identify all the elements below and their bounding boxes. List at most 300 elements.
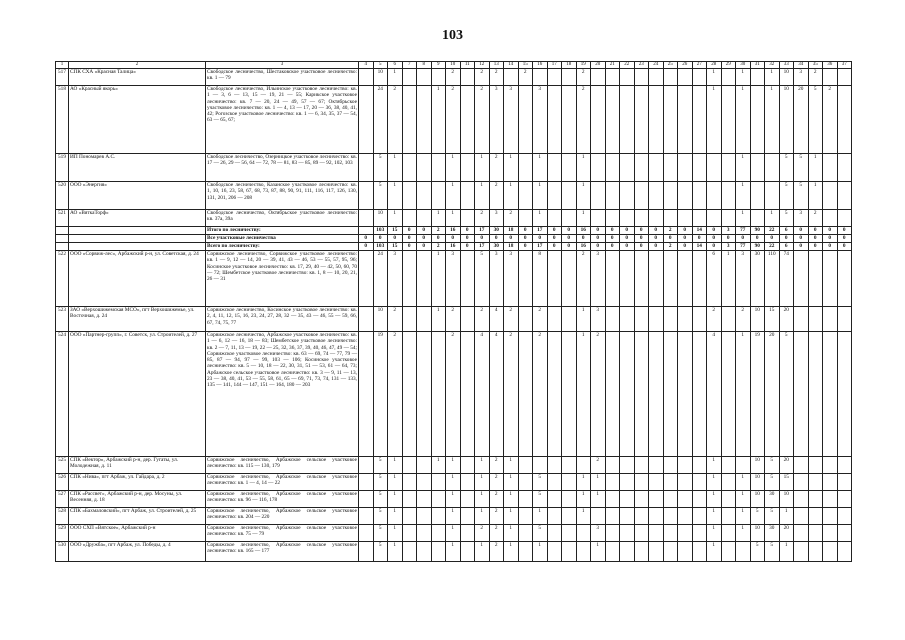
value-cell xyxy=(576,457,591,474)
value-cell xyxy=(721,542,736,562)
value-cell: 10 xyxy=(779,69,794,86)
value-cell: 2 xyxy=(504,307,519,332)
value-cell xyxy=(417,86,432,154)
value-cell: 0 xyxy=(402,243,417,251)
value-cell xyxy=(707,210,722,227)
value-cell: 3 xyxy=(721,243,736,251)
value-cell: 2 xyxy=(489,542,504,562)
value-cell xyxy=(359,508,374,525)
value-cell: 3 xyxy=(591,525,606,542)
value-cell: 5 xyxy=(373,182,388,210)
value-cell: 3 xyxy=(504,251,519,307)
value-cell xyxy=(823,457,838,474)
value-cell xyxy=(431,508,446,525)
forestry-description: Сорвижское лесничество, Сорвижское участковое лесничество: кв. 1 — 9, 12 — 14, 20 — 39, 41, 43 — 46, 53 — 55, 57, 95, 96; Косинское участковое лесничество: кв. 17, 29, 40 — 42, 50, 60, 70 — 72; Шембетское участковое лесничество: кв. 1, 8 — 10, 20, 21, 26 — 31 xyxy=(206,251,359,307)
value-cell: 77 xyxy=(736,243,751,251)
value-cell: 2 xyxy=(489,457,504,474)
value-cell: 1 xyxy=(591,491,606,508)
table-row xyxy=(56,474,852,491)
value-cell: 0 xyxy=(707,227,722,235)
value-cell xyxy=(823,307,838,332)
value-cell xyxy=(547,69,562,86)
value-cell xyxy=(823,542,838,562)
value-cell: 5 xyxy=(765,542,780,562)
value-cell xyxy=(562,154,577,182)
value-cell xyxy=(736,542,751,562)
value-cell: 2 xyxy=(489,69,504,86)
value-cell xyxy=(402,182,417,210)
value-cell: 0 xyxy=(634,235,649,243)
value-cell: 1 xyxy=(576,210,591,227)
value-cell: 0 xyxy=(808,243,823,251)
value-cell xyxy=(837,307,852,332)
value-cell xyxy=(547,508,562,525)
value-cell: 5 xyxy=(533,525,548,542)
value-cell xyxy=(547,474,562,491)
column-number: 30 xyxy=(736,62,751,69)
value-cell xyxy=(605,525,620,542)
value-cell: 20 xyxy=(779,457,794,474)
value-cell: 0 xyxy=(504,235,519,243)
value-cell: 2 xyxy=(533,307,548,332)
value-cell xyxy=(678,210,693,227)
value-cell xyxy=(417,457,432,474)
value-cell: 0 xyxy=(460,227,475,235)
value-cell: 2 xyxy=(808,210,823,227)
total-label: Итого по лесничеству: xyxy=(206,227,359,235)
organization-name: ООО «Дружба», пгт Арбаж, ул. Победы, д. 4 xyxy=(69,542,206,562)
column-number: 13 xyxy=(489,62,504,69)
table-row xyxy=(56,508,852,525)
value-cell xyxy=(504,69,519,86)
value-cell: 0 xyxy=(518,227,533,235)
value-cell: 5 xyxy=(373,491,388,508)
value-cell: 0 xyxy=(765,235,780,243)
value-cell xyxy=(547,457,562,474)
row-number: 525 xyxy=(56,457,69,474)
value-cell xyxy=(692,251,707,307)
value-cell xyxy=(547,491,562,508)
value-cell xyxy=(808,542,823,562)
value-cell: 0 xyxy=(721,235,736,243)
total-label: Всего по лесничеству: xyxy=(206,243,359,251)
value-cell: 1 xyxy=(736,508,751,525)
value-cell: 19 xyxy=(373,332,388,457)
organization-name: СПК СХА «Красная Талица» xyxy=(69,69,206,86)
value-cell xyxy=(431,69,446,86)
total-row xyxy=(56,227,852,235)
value-cell xyxy=(562,210,577,227)
value-cell xyxy=(402,332,417,457)
value-cell: 16 xyxy=(576,227,591,235)
value-cell xyxy=(721,182,736,210)
value-cell xyxy=(533,457,548,474)
value-cell xyxy=(808,474,823,491)
forestry-description: Сорвижское лесничество, Арбажское сельское участковое лесничество: кв. 115 — 130, 179 xyxy=(206,457,359,474)
value-cell: 3 xyxy=(489,86,504,154)
value-cell: 1 xyxy=(475,182,490,210)
column-number: 18 xyxy=(562,62,577,69)
total-row xyxy=(56,243,852,251)
table-row xyxy=(56,86,852,154)
value-cell xyxy=(663,491,678,508)
value-cell xyxy=(649,474,664,491)
value-cell xyxy=(431,525,446,542)
value-cell: 1 xyxy=(388,457,403,474)
organization-cell xyxy=(69,235,206,243)
table-row xyxy=(56,332,852,457)
value-cell xyxy=(663,69,678,86)
value-cell xyxy=(721,307,736,332)
value-cell: 0 xyxy=(678,227,693,235)
value-cell: 1 xyxy=(808,182,823,210)
value-cell xyxy=(591,86,606,154)
value-cell xyxy=(620,182,635,210)
row-number: 520 xyxy=(56,182,69,210)
value-cell xyxy=(837,474,852,491)
value-cell: 17 xyxy=(475,243,490,251)
value-cell xyxy=(431,182,446,210)
value-cell: 0 xyxy=(402,227,417,235)
value-cell: 1 xyxy=(388,508,403,525)
value-cell: 2 xyxy=(446,86,461,154)
value-cell: 10 xyxy=(373,69,388,86)
value-cell: 18 xyxy=(504,243,519,251)
value-cell: 77 xyxy=(736,227,751,235)
value-cell: 2 xyxy=(489,525,504,542)
value-cell xyxy=(576,525,591,542)
value-cell xyxy=(649,491,664,508)
row-number: 522 xyxy=(56,251,69,307)
value-cell: 0 xyxy=(417,227,432,235)
value-cell xyxy=(547,332,562,457)
table-row xyxy=(56,210,852,227)
value-cell xyxy=(562,525,577,542)
value-cell xyxy=(402,210,417,227)
value-cell xyxy=(620,474,635,491)
value-cell: 5 xyxy=(373,474,388,491)
value-cell xyxy=(417,307,432,332)
value-cell: 1 xyxy=(504,474,519,491)
value-cell xyxy=(518,542,533,562)
value-cell xyxy=(837,332,852,457)
value-cell: 17 xyxy=(475,227,490,235)
value-cell: 0 xyxy=(649,227,664,235)
value-cell: 1 xyxy=(576,332,591,457)
value-cell xyxy=(634,307,649,332)
value-cell: 2 xyxy=(446,332,461,457)
column-number: 7 xyxy=(402,62,417,69)
column-number: 35 xyxy=(808,62,823,69)
value-cell: 20 xyxy=(765,332,780,457)
value-cell: 1 xyxy=(475,474,490,491)
organization-name: ООО СХП «Вятское», Арбажский р-н xyxy=(69,525,206,542)
value-cell: 2 xyxy=(663,227,678,235)
table-row xyxy=(56,525,852,542)
value-cell: 6 xyxy=(779,243,794,251)
value-cell: 1 xyxy=(504,182,519,210)
value-cell: 1 xyxy=(504,542,519,562)
value-cell: 3 xyxy=(388,251,403,307)
value-cell: 0 xyxy=(576,235,591,243)
value-cell: 0 xyxy=(649,243,664,251)
value-cell xyxy=(402,69,417,86)
value-cell: 1 xyxy=(446,542,461,562)
value-cell xyxy=(402,251,417,307)
value-cell: 22 xyxy=(765,243,780,251)
value-cell xyxy=(678,542,693,562)
value-cell: 2 xyxy=(489,474,504,491)
value-cell: 0 xyxy=(605,227,620,235)
value-cell: 16 xyxy=(576,243,591,251)
value-cell: 0 xyxy=(562,243,577,251)
value-cell xyxy=(794,542,809,562)
value-cell xyxy=(562,491,577,508)
value-cell: 0 xyxy=(547,243,562,251)
value-cell: 5 xyxy=(765,474,780,491)
value-cell xyxy=(417,542,432,562)
value-cell xyxy=(518,457,533,474)
value-cell xyxy=(794,332,809,457)
value-cell: 4 xyxy=(707,332,722,457)
value-cell xyxy=(605,251,620,307)
value-cell: 1 xyxy=(576,307,591,332)
value-cell xyxy=(721,474,736,491)
organization-cell xyxy=(69,227,206,235)
value-cell xyxy=(359,332,374,457)
value-cell xyxy=(460,69,475,86)
value-cell xyxy=(620,508,635,525)
value-cell: 1 xyxy=(446,457,461,474)
value-cell xyxy=(794,525,809,542)
value-cell: 2 xyxy=(475,307,490,332)
value-cell xyxy=(402,474,417,491)
value-cell xyxy=(794,307,809,332)
value-cell xyxy=(605,86,620,154)
value-cell: 10 xyxy=(779,86,794,154)
table-row xyxy=(56,457,852,474)
value-cell: 5 xyxy=(808,86,823,154)
value-cell: 2 xyxy=(489,491,504,508)
value-cell xyxy=(692,508,707,525)
value-cell: 0 xyxy=(678,235,693,243)
value-cell xyxy=(707,154,722,182)
value-cell xyxy=(359,210,374,227)
value-cell xyxy=(837,69,852,86)
row-number: 523 xyxy=(56,307,69,332)
value-cell xyxy=(460,251,475,307)
value-cell: 2 xyxy=(475,525,490,542)
value-cell xyxy=(721,508,736,525)
value-cell xyxy=(359,154,374,182)
value-cell: 2 xyxy=(504,210,519,227)
value-cell xyxy=(359,542,374,562)
value-cell xyxy=(518,154,533,182)
value-cell xyxy=(823,182,838,210)
value-cell xyxy=(649,182,664,210)
value-cell xyxy=(678,86,693,154)
value-cell xyxy=(402,307,417,332)
value-cell: 10 xyxy=(750,491,765,508)
value-cell xyxy=(591,69,606,86)
column-number: 4 xyxy=(359,62,374,69)
value-cell xyxy=(359,86,374,154)
organization-name: АО «ВяткаТорф» xyxy=(69,210,206,227)
table-row xyxy=(56,542,852,562)
value-cell: 30 xyxy=(489,243,504,251)
value-cell: 90 xyxy=(750,227,765,235)
value-cell xyxy=(417,69,432,86)
value-cell xyxy=(649,69,664,86)
value-cell xyxy=(823,508,838,525)
value-cell: 2 xyxy=(736,307,751,332)
value-cell: 2 xyxy=(576,86,591,154)
value-cell: 1 xyxy=(388,474,403,491)
value-cell: 15 xyxy=(388,227,403,235)
value-cell xyxy=(547,542,562,562)
value-cell: 20 xyxy=(779,525,794,542)
value-cell: 10 xyxy=(373,210,388,227)
organization-name: СПК «Вектор», Арбажский р-н, дер. Гугаты, ул. Молодежная, д. 11 xyxy=(69,457,206,474)
value-cell: 5 xyxy=(779,154,794,182)
value-cell xyxy=(750,210,765,227)
row-number-cell xyxy=(56,235,69,243)
value-cell: 0 xyxy=(837,235,852,243)
value-cell xyxy=(823,491,838,508)
value-cell: 0 xyxy=(518,243,533,251)
value-cell: 15 xyxy=(765,307,780,332)
value-cell xyxy=(808,457,823,474)
forestry-description: Свободское лесничество, Шестаковское участковое лесничество: кв. 1 — 79 xyxy=(206,69,359,86)
value-cell xyxy=(649,251,664,307)
value-cell xyxy=(562,457,577,474)
value-cell: 1 xyxy=(591,474,606,491)
total-row xyxy=(56,235,852,243)
column-number: 21 xyxy=(605,62,620,69)
value-cell xyxy=(359,457,374,474)
value-cell xyxy=(634,154,649,182)
value-cell xyxy=(634,332,649,457)
value-cell xyxy=(823,525,838,542)
column-number: 17 xyxy=(547,62,562,69)
value-cell xyxy=(649,525,664,542)
value-cell: 1 xyxy=(707,508,722,525)
value-cell: 1 xyxy=(504,525,519,542)
value-cell xyxy=(678,182,693,210)
value-cell: 0 xyxy=(707,235,722,243)
value-cell: 1 xyxy=(576,474,591,491)
value-cell xyxy=(649,508,664,525)
value-cell xyxy=(460,491,475,508)
value-cell xyxy=(663,332,678,457)
value-cell: 1 xyxy=(707,525,722,542)
value-cell xyxy=(402,542,417,562)
value-cell xyxy=(576,542,591,562)
value-cell xyxy=(431,474,446,491)
row-number: 517 xyxy=(56,69,69,86)
value-cell: 0 xyxy=(808,227,823,235)
value-cell xyxy=(692,542,707,562)
column-number: 33 xyxy=(779,62,794,69)
row-number: 529 xyxy=(56,525,69,542)
column-number: 6 xyxy=(388,62,403,69)
value-cell xyxy=(417,154,432,182)
value-cell: 1 xyxy=(707,491,722,508)
value-cell: 10 xyxy=(750,474,765,491)
value-cell xyxy=(605,474,620,491)
value-cell: 90 xyxy=(750,243,765,251)
value-cell: 3 xyxy=(446,251,461,307)
row-number-cell xyxy=(56,243,69,251)
column-number: 24 xyxy=(649,62,664,69)
value-cell: 18 xyxy=(504,227,519,235)
value-cell: 0 xyxy=(823,227,838,235)
value-cell: 5 xyxy=(750,508,765,525)
value-cell xyxy=(359,307,374,332)
value-cell: 0 xyxy=(620,243,635,251)
value-cell xyxy=(837,457,852,474)
value-cell: 1 xyxy=(504,508,519,525)
value-cell xyxy=(431,542,446,562)
value-cell xyxy=(823,69,838,86)
value-cell xyxy=(663,457,678,474)
value-cell xyxy=(823,154,838,182)
value-cell xyxy=(765,182,780,210)
value-cell xyxy=(837,182,852,210)
value-cell xyxy=(634,508,649,525)
value-cell xyxy=(634,525,649,542)
value-cell xyxy=(678,154,693,182)
value-cell xyxy=(547,210,562,227)
value-cell xyxy=(678,457,693,474)
value-cell: 1 xyxy=(504,457,519,474)
value-cell: 0 xyxy=(417,243,432,251)
value-cell: 5 xyxy=(779,210,794,227)
value-cell: 2 xyxy=(388,307,403,332)
column-number: 14 xyxy=(504,62,519,69)
forestry-description: Свободское лесничество, Казанское участковое лесничество: кв. 1, 10, 16, 23, 58, 67, 68, 73, 87, 88, 90, 91, 111, 116, 117, 126, 130, 131, 201, 206 — 208 xyxy=(206,182,359,210)
value-cell: 1 xyxy=(431,307,446,332)
value-cell xyxy=(417,491,432,508)
value-cell xyxy=(431,154,446,182)
value-cell xyxy=(721,332,736,457)
value-cell: 0 xyxy=(417,235,432,243)
value-cell xyxy=(605,332,620,457)
value-cell: 1 xyxy=(504,491,519,508)
value-cell: 2 xyxy=(388,86,403,154)
value-cell: 30 xyxy=(489,227,504,235)
forestry-description: Сорвижское лесничество, Арбажское сельское участковое лесничество: кв. 96 — 116, 178 xyxy=(206,491,359,508)
value-cell xyxy=(663,251,678,307)
row-number: 521 xyxy=(56,210,69,227)
value-cell xyxy=(518,332,533,457)
value-cell xyxy=(808,508,823,525)
value-cell: 1 xyxy=(431,210,446,227)
value-cell: 0 xyxy=(605,235,620,243)
value-cell: 17 xyxy=(533,227,548,235)
value-cell: 8 xyxy=(533,251,548,307)
value-cell xyxy=(460,457,475,474)
value-cell xyxy=(547,307,562,332)
value-cell xyxy=(620,307,635,332)
value-cell: 0 xyxy=(634,227,649,235)
value-cell xyxy=(417,210,432,227)
value-cell: 1 xyxy=(431,251,446,307)
value-cell: 0 xyxy=(707,243,722,251)
column-number: 34 xyxy=(794,62,809,69)
value-cell xyxy=(837,525,852,542)
value-cell: 1 xyxy=(707,86,722,154)
